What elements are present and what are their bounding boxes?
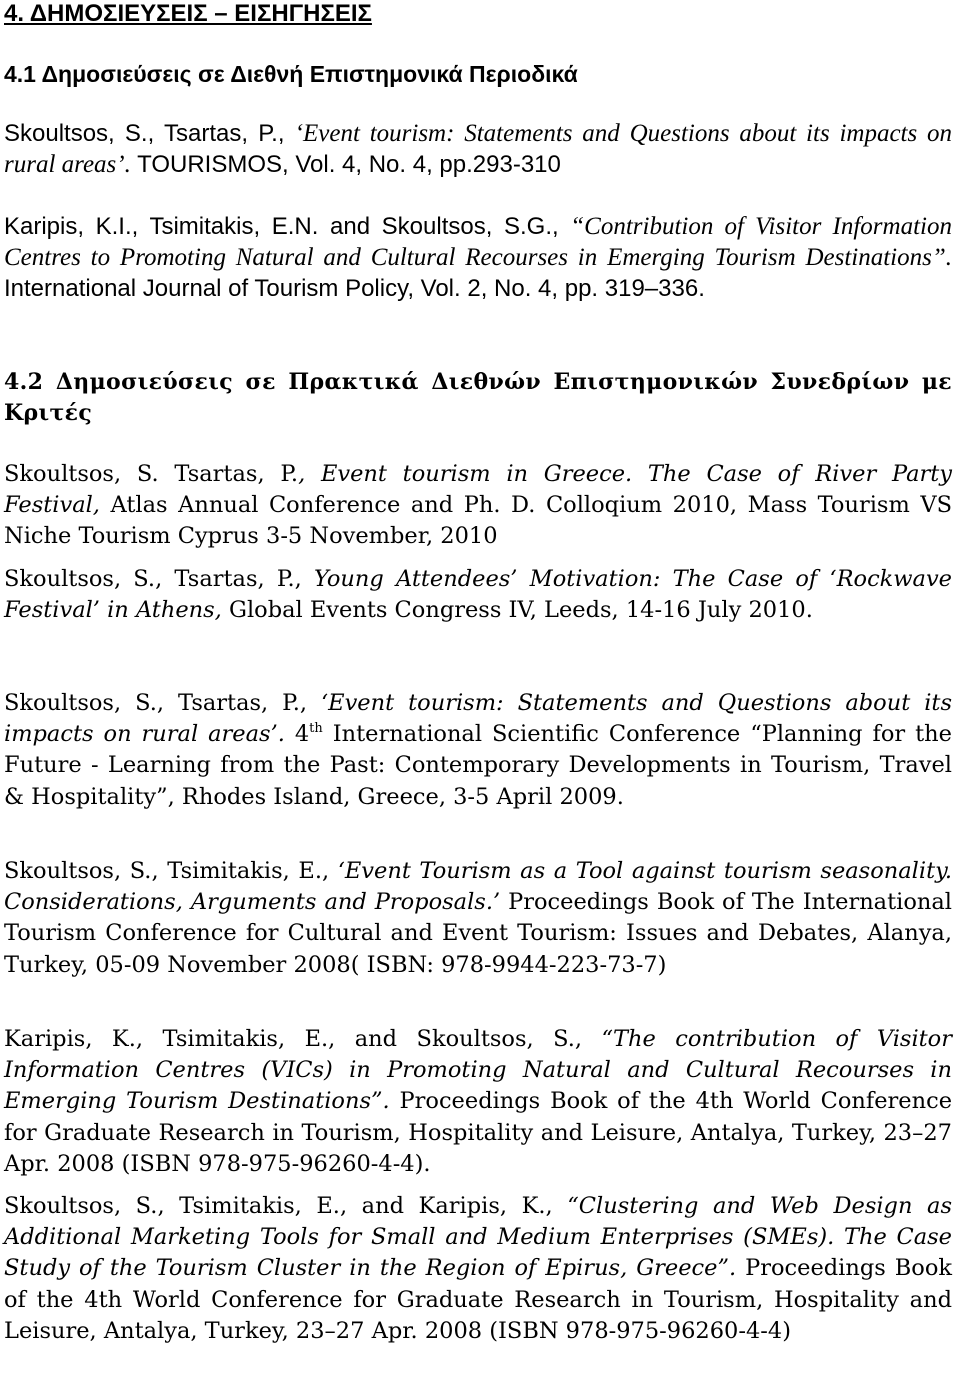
entry-title: ‘Event tourism: Statements and Questions about its impacts on rural areas’.: [4, 690, 952, 748]
entry-details: International Journal of Tourism Policy, Vol. 2, No. 4, pp. 319–336.: [4, 275, 705, 303]
entry-details: TOURISMOS, Vol. 4, No. 4, pp.293-310: [130, 151, 561, 179]
section-heading-proceedings: 4.2 Δημοσιεύσεις σε Πρακτικά Διεθνών Επιστημονικών Συνεδρίων με Κριτές: [4, 369, 952, 426]
entry-authors: Karipis, K.I., Tsimitakis, E.N. and Skoultsos, S.G.,: [4, 213, 571, 240]
entry-authors: Skoultsos, S., Tsimitakis, E.,: [4, 858, 338, 884]
entry-details: Proceedings Book of the 4th World Conference for Graduate Research in Tourism, Hospitality and Leisure, Antalya, Turkey, 23–27 Apr. 2008 (ISBN 978-975-96260-4-4).: [4, 1088, 953, 1177]
proceedings-entry: [4, 856, 952, 981]
entry-authors: Karipis, K., Tsimitakis, E., and Skoultsos, S.,: [4, 1026, 602, 1052]
entry-details: Proceedings Book of The International Tourism Conference for Cultural and Event Tourism: Issues and Debates, Alanya, Turkey, 05-09 November 2008( ISBN: 978-9944-223-73-7): [4, 889, 952, 978]
journal-entry: [4, 211, 952, 305]
entry-ordinal-suffix: th: [309, 721, 323, 737]
entry-title: “Contribution of Visitor Information Centres to Promoting Natural and Cultural Recourses in Emerging Tourism Destinations”.: [4, 213, 952, 272]
section-heading-journals: 4.1 Δημοσιεύσεις σε Διεθνή Επιστημονικά Περιοδικά: [4, 61, 578, 87]
entry-authors: Skoultsos, S., Tsimitakis, E., and Karipis, K.,: [4, 1193, 568, 1219]
entry-title: “Clustering and Web Design as Additional Marketing Tools for Small and Medium Enterprises (SMEs). The Case Study of the Tourism Cluster in the Region of Epirus, Greece”.: [4, 1193, 952, 1282]
entry-authors: Skoultsos, S. Tsartas, P.: [4, 461, 299, 487]
entry-title: ‘Event tourism: Statements and Questions about its impacts on rural areas’.: [4, 120, 952, 179]
entry-title: “The contribution of Visitor Information Centres (VICs) in Promoting Natural and Cultural Recourses in Emerging Tourism Destinations”.: [4, 1026, 952, 1115]
entry-ordinal-number: 4: [284, 721, 310, 748]
proceedings-entry: [4, 1024, 952, 1180]
proceedings-entry: [4, 688, 952, 813]
entry-details: Global Events Congress IV, Leeds, 14-16 July 2010.: [221, 597, 813, 624]
proceedings-entry: [4, 1191, 952, 1347]
entry-details: Proceedings Book of the 4th World Conference for Graduate Research in Tourism, Hospitality and Leisure, Antalya, Turkey, 23–27 Apr. 2008 (ISBN 978-975-96260-4-4): [4, 1255, 953, 1344]
entry-details: International Scientific Conference “Planning for the Future - Learning from the Past: Contemporary Developments in Tourism, Travel & Hospitality”, Rhodes Island, Greece, 3-5 April 2009.: [4, 721, 952, 810]
entry-title: Young Attendees’ Motivation: The Case of ‘Rockwave Festival’ in Athens,: [4, 566, 952, 624]
entry-authors: Skoultsos, S., Tsartas, P.,: [4, 120, 295, 147]
journal-entry: [4, 118, 952, 180]
entry-title: , Event tourism in Greece. The Case of River Party Festival,: [4, 461, 952, 519]
entry-authors: Skoultsos, S., Tsartas, P.,: [4, 566, 314, 592]
entry-title: ‘Event Tourism as a Tool against tourism seasonality. Considerations, Arguments and Proposals.’: [4, 858, 952, 916]
proceedings-entry: [4, 564, 952, 626]
entry-authors: Skoultsos, S., Tsartas, P.,: [4, 690, 322, 716]
proceedings-entry: [4, 459, 952, 553]
main-heading: 4. ΔΗΜΟΣΙΕΥΣΕΙΣ – ΕΙΣΗΓΗΣΕΙΣ: [4, 0, 372, 27]
entry-details: Atlas Annual Conference and Ph. D. Colloqium 2010, Mass Tourism VS Niche Tourism Cyprus 3-5 November, 2010: [4, 492, 952, 550]
